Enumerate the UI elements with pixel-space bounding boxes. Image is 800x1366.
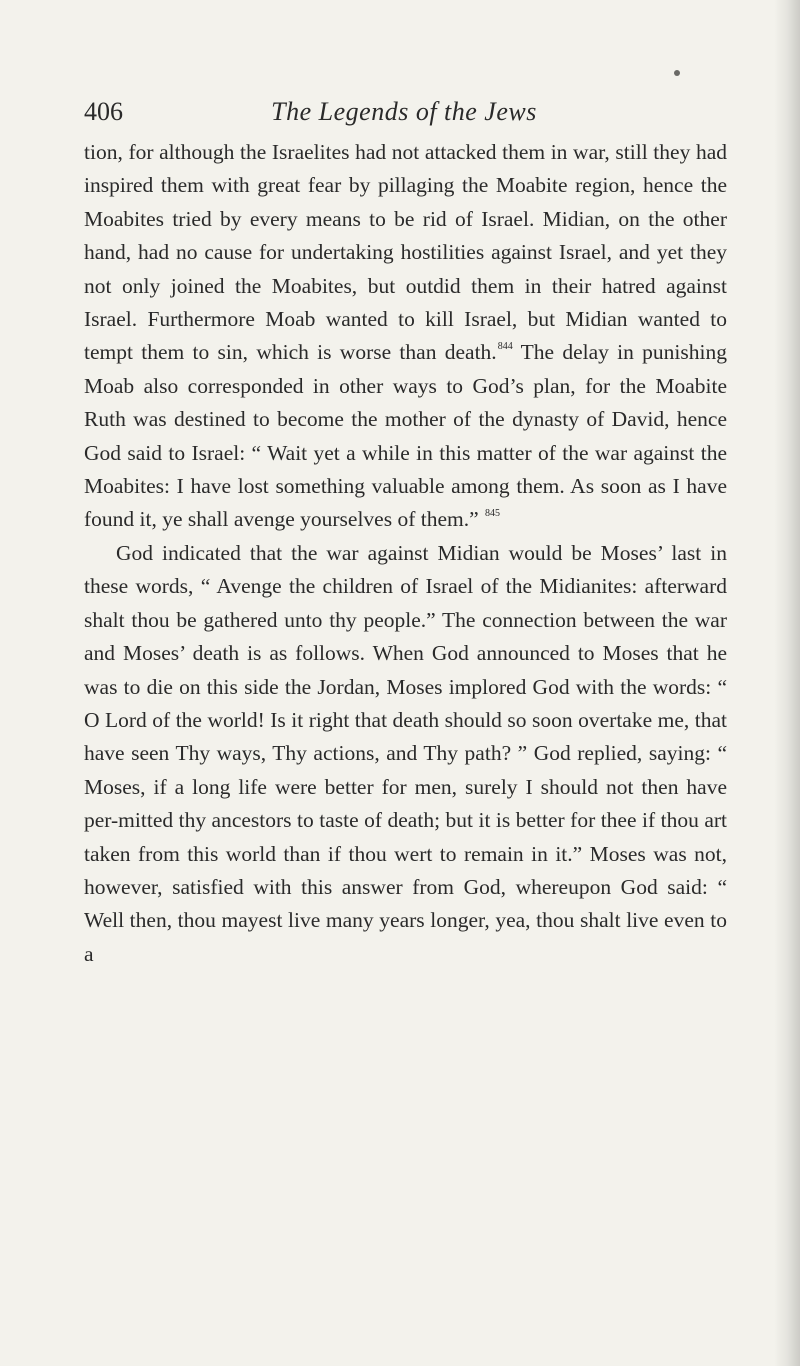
page-number: 406	[84, 97, 123, 126]
paragraph-1	[84, 136, 727, 537]
running-title: The Legends of the Jews	[271, 97, 537, 126]
body-text	[84, 136, 727, 971]
page-edge-shadow	[774, 0, 800, 1366]
paragraph-1-part-2: The delay in punishing Moab also corresponded in other ways to God’s plan, for the Moabite Ruth was destined to become the mother of the dynasty of David, hence God said to Israel: “ Wait yet a while in this matter of the war against the Moabites: I have lost something valuable among them. As soon as I have found it, ye shall avenge yourselves of them.”	[84, 340, 727, 532]
footnote-ref-844[interactable]: 844	[497, 341, 513, 353]
paragraph-1-part-1: tion, for although the Israelites had not attacked them in war, still they had inspired them with great fear by pillaging the Moabite region, hence the Moabites tried by every means to be rid of Israel. Midian, on the other hand, had no cause for undertaking hostilities against Israel, and yet they not only joined the Moabites, but outdid them in their hatred against Israel. Furthermore Moab wanted to kill Israel, but Midian wanted to tempt them to sin, which is worse than death.	[84, 140, 727, 365]
print-speck	[674, 70, 680, 76]
paragraph-2: God indicated that the war against Midian would be Moses’ last in these words, “ Avenge the children of Israel of the Midianites: afterward shalt thou be gathered unto thy people.” The connection between the war and Moses’ death is as follows. When God announced to Moses that he was to die on this side the Jordan, Moses implored God with the words: “ O Lord of the world! Is it right that death should so soon overtake me, that have seen Thy ways, Thy actions, and Thy path? ” God replied, saying: “ Moses, if a long life were better for men, surely I should not then have per-mitted thy ancestors to taste of death; but it is better for thee if thou art taken from this world than if thou wert to remain in it.” Moses was not, however, satisfied with this answer from God, whereupon God said: “ Well then, thou mayest live many years longer, yea, thou shalt live even to a	[84, 540, 727, 966]
footnote-ref-845[interactable]: 845	[485, 508, 501, 520]
page-header	[84, 94, 724, 130]
